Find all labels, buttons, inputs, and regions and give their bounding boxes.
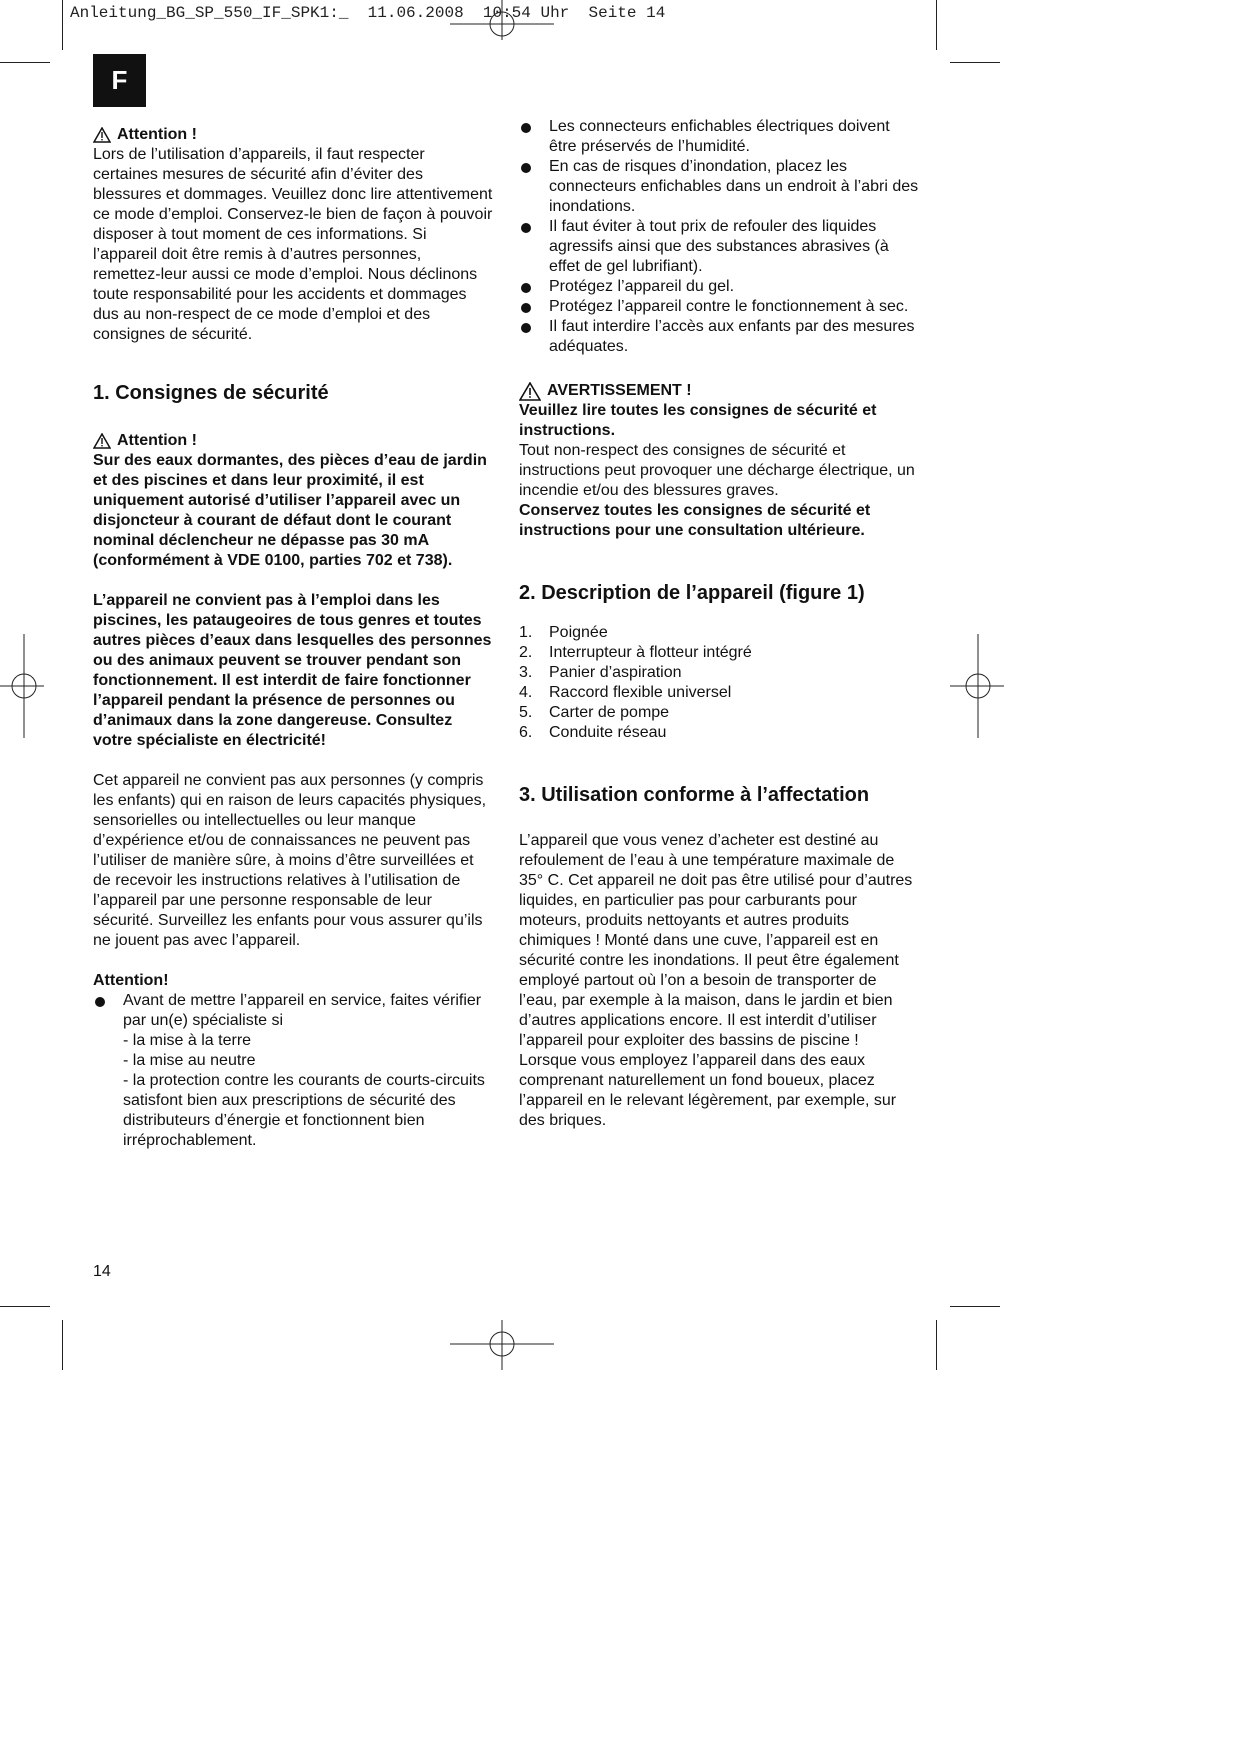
attention-heading bbox=[93, 431, 493, 451]
usage-paragraph: L’appareil que vous venez d’acheter est destiné au refoulement de l’eau à une température maximale de 35° C. Cet appareil ne doit pas être utilisé pour d’autres liquides, en particulier pas pour carburants pour moteurs, produits nettoyants et autres produits chimiques ! Monté dans une cuve, l’appareil est en sécurité contre les inondations. Il peut être également employé partout où l’on a besoin de transporter de l’eau, par exemple à la maison, dans le jardin et bien d’autres applications encore. Il est interdit d’utiliser l’appareil pour exploiter des bassins de piscine ! bbox=[519, 832, 913, 1049]
bullet-icon bbox=[521, 223, 531, 233]
safety-bullet-list bbox=[519, 117, 919, 357]
list-item: Avant de mettre l’appareil en service, faites vérifier par un(e) spécialiste si - la mise à la terre - la mise au neutre - la protection contre les courants de courts-circuits satisfont bien aux prescriptions de sécurité des distributeurs d’énergie et fonctionnent bien irréprochablement. bbox=[93, 991, 493, 1151]
parts-list bbox=[519, 623, 919, 743]
bullet-icon bbox=[95, 997, 105, 1007]
attention-title: Attention ! bbox=[117, 126, 197, 143]
print-slug: Anleitung_BG_SP_550_IF_SPK1:_ 11.06.2008 10:54 Uhr Seite 14 bbox=[70, 4, 666, 22]
section-heading-description: 2. Description de l’appareil (figure 1) bbox=[519, 582, 865, 604]
list-item: 2. Interrupteur à flotteur intégré bbox=[519, 644, 752, 661]
list-item: Il faut interdire l’accès aux enfants par des mesures adéquates. bbox=[519, 317, 919, 357]
bullet-icon bbox=[521, 283, 531, 293]
section-heading-safety: 1. Consignes de sécurité bbox=[93, 382, 329, 404]
right-column bbox=[519, 117, 919, 1131]
warning-triangle-icon bbox=[93, 127, 111, 143]
usage-paragraph: Lorsque vous employez l’appareil dans des eaux comprenant naturellement un fond boueux, placez l’appareil en le relevant légèrement, par exemple, sur des briques. bbox=[519, 1052, 897, 1129]
registration-mark-right bbox=[950, 634, 1004, 738]
list-item: Protégez l’appareil du gel. bbox=[519, 277, 919, 297]
bullet-icon bbox=[521, 163, 531, 173]
list-item: 4. Raccord flexible universel bbox=[519, 684, 732, 701]
check-list bbox=[93, 991, 493, 1151]
list-item: 6. Conduite réseau bbox=[519, 724, 667, 741]
safety-bold-paragraph: Sur des eaux dormantes, des pièces d’eau de jardin et des piscines et dans leur proximité, il est uniquement autorisé d’utiliser l’appareil avec un disjoncteur à courant de défaut dont le courant nominal déclencheur ne dépasse pas 30 mA (conformément à VDE 0100, parties 702 et 738). bbox=[93, 452, 487, 569]
list-item: Il faut éviter à tout prix de refouler des liquides agressifs ainsi que des substances abrasives (à effet de gel lubrifiant). bbox=[519, 217, 919, 277]
language-marker: F bbox=[93, 54, 146, 107]
list-item: 5. Carter de pompe bbox=[519, 704, 670, 721]
attention-title: Attention ! bbox=[117, 432, 197, 449]
page-number: 14 bbox=[93, 1263, 111, 1280]
warning-triangle-icon bbox=[519, 382, 541, 401]
registration-mark-top bbox=[450, 0, 554, 40]
attention-title: Attention! bbox=[93, 972, 169, 989]
bullet-icon bbox=[521, 303, 531, 313]
warning-bold-paragraph: Veuillez lire toutes les consignes de sécurité et instructions. bbox=[519, 402, 877, 439]
list-item: 1. Poignée bbox=[519, 624, 608, 641]
warning-title: AVERTISSEMENT ! bbox=[547, 382, 692, 399]
list-item: En cas de risques d’inondation, placez les connecteurs enfichables dans un endroit à l’abri des inondations. bbox=[519, 157, 919, 217]
warning-heading bbox=[519, 381, 919, 401]
warning-triangle-icon bbox=[93, 433, 111, 449]
safety-bold-paragraph: L’appareil ne convient pas à l’emploi dans les piscines, les pataugeoires de tous genres et toutes autres pièces d’eaux dans lesquelles des personnes ou des animaux peuvent se trouver pendant son fonctionnement. Il est interdit de faire fonctionner l’appareil pendant la présence de personnes ou d’animaux dans la zone dangereuse. Consultez votre spécialiste en électricité! bbox=[93, 592, 492, 749]
bullet-icon bbox=[521, 323, 531, 333]
section-heading-usage: 3. Utilisation conforme à l’affectation bbox=[519, 784, 870, 806]
list-item: Protégez l’appareil contre le fonctionnement à sec. bbox=[519, 297, 919, 317]
warning-bold-paragraph: Conservez toutes les consignes de sécurité et instructions pour une consultation ultérieure. bbox=[519, 502, 871, 539]
registration-mark-left bbox=[0, 634, 44, 738]
warning-paragraph: Tout non-respect des consignes de sécurité et instructions peut provoquer une décharge électrique, un incendie et/ou des blessures graves. bbox=[519, 442, 915, 499]
intro-paragraph: Lors de l’utilisation d’appareils, il faut respecter certaines mesures de sécurité afin d’éviter des blessures et dommages. Veuillez donc lire attentivement ce mode d’emploi. Conservez-le bien de façon à pouvoir disposer à tout moment de ces informations. Si l’appareil doit être remis à d’autres personnes, remettez-leur aussi ce mode d’emploi. Nous déclinons toute responsabilité pour les accidents et dommages dus au non-respect de ce mode d’emploi et des consignes de sécurité. bbox=[93, 146, 493, 343]
attention-heading bbox=[93, 125, 493, 145]
list-item: Les connecteurs enfichables électriques doivent être préservés de l’humidité. bbox=[519, 117, 919, 157]
registration-mark-bottom bbox=[450, 1320, 554, 1370]
list-item: 3. Panier d’aspiration bbox=[519, 664, 682, 681]
left-column bbox=[93, 125, 493, 1151]
children-paragraph: Cet appareil ne convient pas aux personnes (y compris les enfants) qui en raison de leurs capacités physiques, sensorielles ou intellectuelles ou leur manque d’expérience et/ou de connaissances ne peuvent pas l’utiliser de manière sûre, à moins d’être surveillées et de recevoir les instructions relatives à l’utilisation de l’appareil par une personne responsable de leur sécurité. Surveillez les enfants pour vous assurer qu’ils ne jouent pas avec l’appareil. bbox=[93, 772, 487, 949]
bullet-icon bbox=[521, 123, 531, 133]
